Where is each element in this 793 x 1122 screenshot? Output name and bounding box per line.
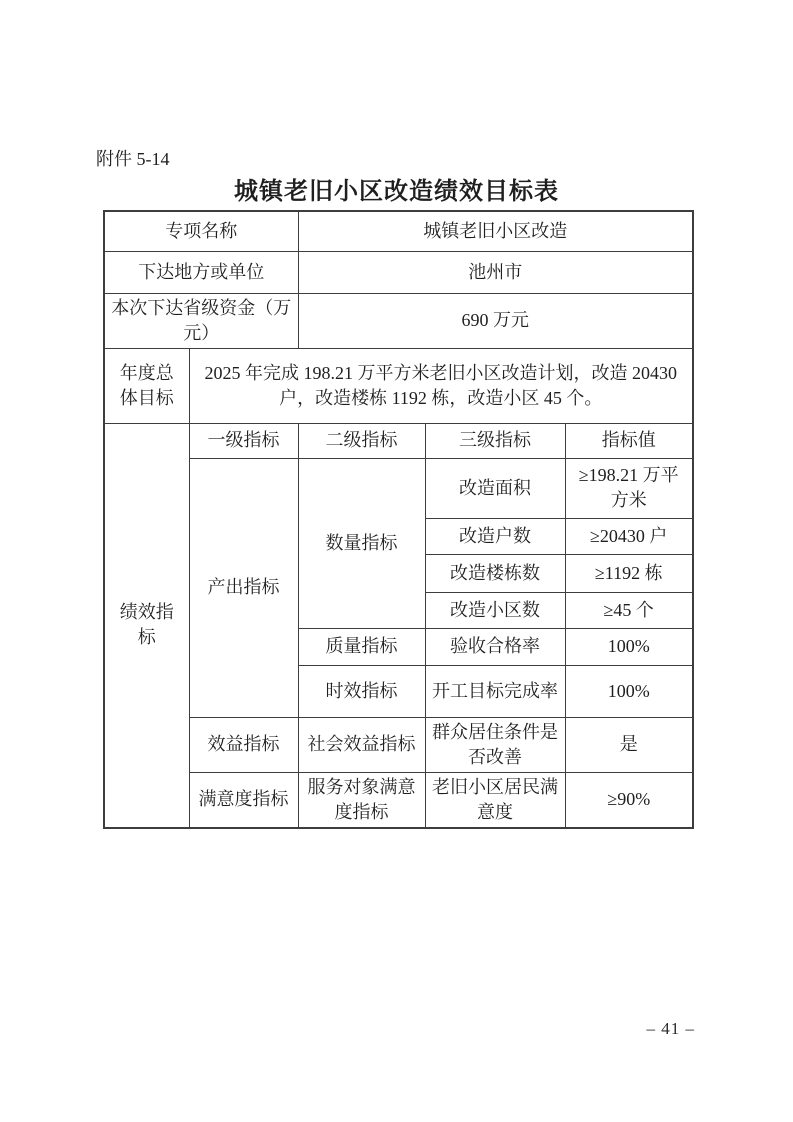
cell-value: ≥1192 栋 — [565, 554, 693, 592]
cell-level3: 老旧小区居民满意度 — [425, 772, 565, 828]
indicator-group-label: 绩效指标 — [104, 423, 189, 828]
info-value: 城镇老旧小区改造 — [298, 211, 693, 251]
header-level2: 二级指标 — [298, 423, 425, 458]
indicator-row — [104, 772, 693, 828]
annual-goal-value: 2025 年完成 198.21 万平方米老旧小区改造计划，改造 20430 户，改造楼栋 1192 栋，改造小区 45 个。 — [189, 348, 693, 423]
header-level1: 一级指标 — [189, 423, 298, 458]
cell-level2: 社会效益指标 — [298, 717, 425, 772]
indicator-row — [104, 458, 693, 518]
cell-level3: 验收合格率 — [425, 628, 565, 665]
cell-value: 100% — [565, 665, 693, 717]
cell-level1: 产出指标 — [189, 458, 298, 717]
cell-level3: 群众居住条件是否改善 — [425, 717, 565, 772]
cell-value: ≥45 个 — [565, 592, 693, 628]
info-value: 690 万元 — [298, 293, 693, 348]
cell-value: ≥90% — [565, 772, 693, 828]
cell-level1: 满意度指标 — [189, 772, 298, 828]
page-number: – 41 – — [646, 1019, 695, 1038]
cell-level3: 改造楼栋数 — [425, 554, 565, 592]
info-row-project-name — [104, 211, 693, 251]
info-label: 专项名称 — [104, 211, 298, 251]
info-value: 池州市 — [298, 251, 693, 293]
annual-goal-label: 年度总体目标 — [104, 348, 189, 423]
cell-level3: 开工目标完成率 — [425, 665, 565, 717]
cell-value: 是 — [565, 717, 693, 772]
cell-value: ≥20430 户 — [565, 518, 693, 554]
cell-level3: 改造小区数 — [425, 592, 565, 628]
header-value: 指标值 — [565, 423, 693, 458]
cell-level2: 质量指标 — [298, 628, 425, 665]
indicator-header-row — [104, 423, 693, 458]
performance-target-table — [103, 210, 694, 829]
info-row-funds — [104, 293, 693, 348]
cell-value: ≥198.21 万平方米 — [565, 458, 693, 518]
cell-level2: 时效指标 — [298, 665, 425, 717]
info-label: 下达地方或单位 — [104, 251, 298, 293]
cell-value: 100% — [565, 628, 693, 665]
cell-level3: 改造户数 — [425, 518, 565, 554]
cell-level1: 效益指标 — [189, 717, 298, 772]
info-row-recipient — [104, 251, 693, 293]
cell-level2: 数量指标 — [298, 458, 425, 628]
indicator-row — [104, 717, 693, 772]
info-label: 本次下达省级资金（万元） — [104, 293, 298, 348]
cell-level2: 服务对象满意度指标 — [298, 772, 425, 828]
annual-goal-row — [104, 348, 693, 423]
header-level3: 三级指标 — [425, 423, 565, 458]
attachment-label: 附件 5-14 — [96, 149, 170, 169]
page-title: 城镇老旧小区改造绩效目标表 — [234, 179, 559, 205]
cell-level3: 改造面积 — [425, 458, 565, 518]
